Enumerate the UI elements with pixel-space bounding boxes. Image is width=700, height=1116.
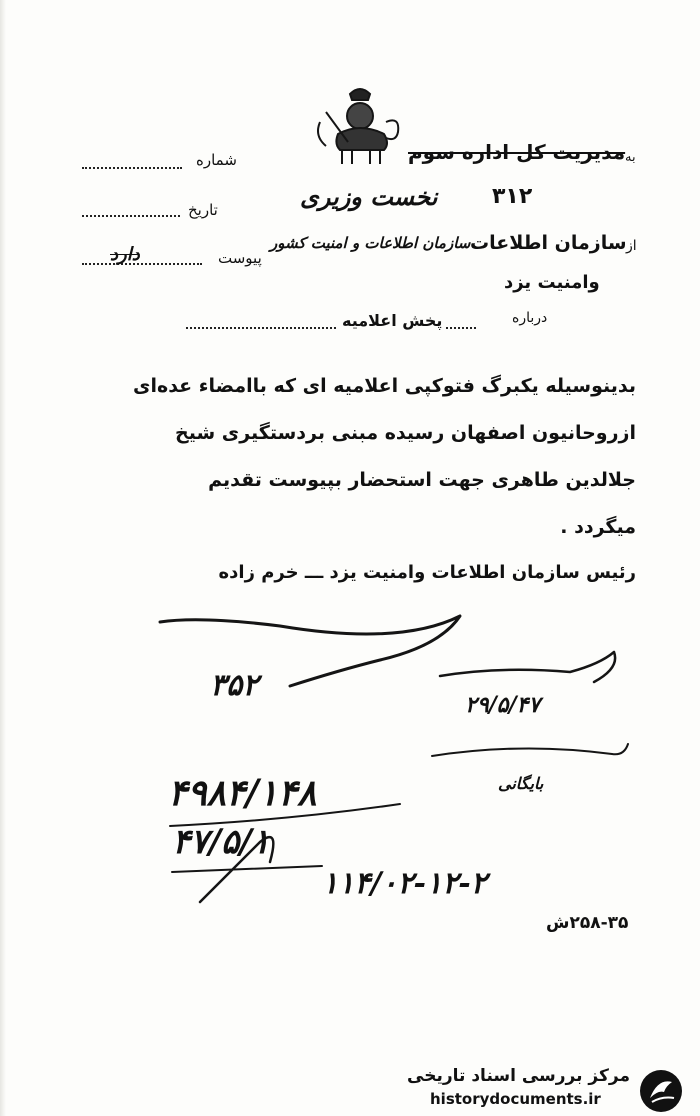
to-recipient: مدیریت کل اداره سوم	[408, 140, 626, 164]
signature-loop-stroke	[160, 616, 460, 686]
signature-right-stroke	[440, 652, 615, 682]
body-line-4: میگردد .	[560, 516, 636, 538]
ministry-name: نخست وزیری	[300, 182, 438, 211]
to-prefix: به	[625, 150, 636, 165]
archive-number: ۴۹۸۴/۱۴۸	[168, 772, 317, 814]
body-line-2: ازروحانیون اصفهان رسیده مبنی بردستگیری شیخ	[175, 422, 636, 444]
note-right-annotation: بایگانی	[498, 774, 544, 793]
footer-org-name: مرکز بررسی اسناد تاریخی	[407, 1066, 630, 1086]
from-line2: وامنیت یزد	[504, 272, 600, 293]
left-code-annotation: ۳۵۲	[210, 668, 259, 703]
date-label: تاریخ	[188, 201, 218, 219]
signature-line: رئیس سازمان اطلاعات وامنیت یزد ـــ خرم زاده	[218, 562, 636, 583]
subject-value: پخش اعلامیه	[338, 311, 446, 330]
subject-label: درباره	[512, 310, 548, 326]
reference-number: ۱۱۴/۰۲-۱۲-۲	[322, 866, 487, 901]
from-handwritten: سازمان اطلاعات و امنیت کشور	[270, 234, 471, 252]
attachment-label: پیوست	[218, 249, 262, 267]
body-line-3: جلالدین طاهری جهت استحضار بپیوست تقدیم	[208, 469, 636, 491]
archive-date: ۴۷/۵/۱	[172, 822, 270, 862]
attachment-value: دارد	[110, 244, 140, 265]
footer-website: historydocuments.ir	[430, 1090, 601, 1108]
documents-center-logo-icon	[638, 1068, 684, 1114]
date-right-annotation: ۲۹/۵/۴۷	[465, 692, 541, 718]
from-value: سازمان اطلاعات	[470, 232, 627, 254]
date-left-underline-stroke	[172, 866, 322, 872]
body-line-1: بدینوسیله یکبرگ فتوکپی اعلامیه ای که باامضاء عده‌ای	[133, 375, 636, 397]
signature-underline-stroke	[432, 744, 628, 756]
from-label: از	[626, 238, 637, 254]
letter-number: ۳۱۲	[492, 184, 533, 209]
document-code: ۲۵۸-۳۵ش	[546, 913, 629, 933]
number-label: شماره	[196, 151, 237, 169]
